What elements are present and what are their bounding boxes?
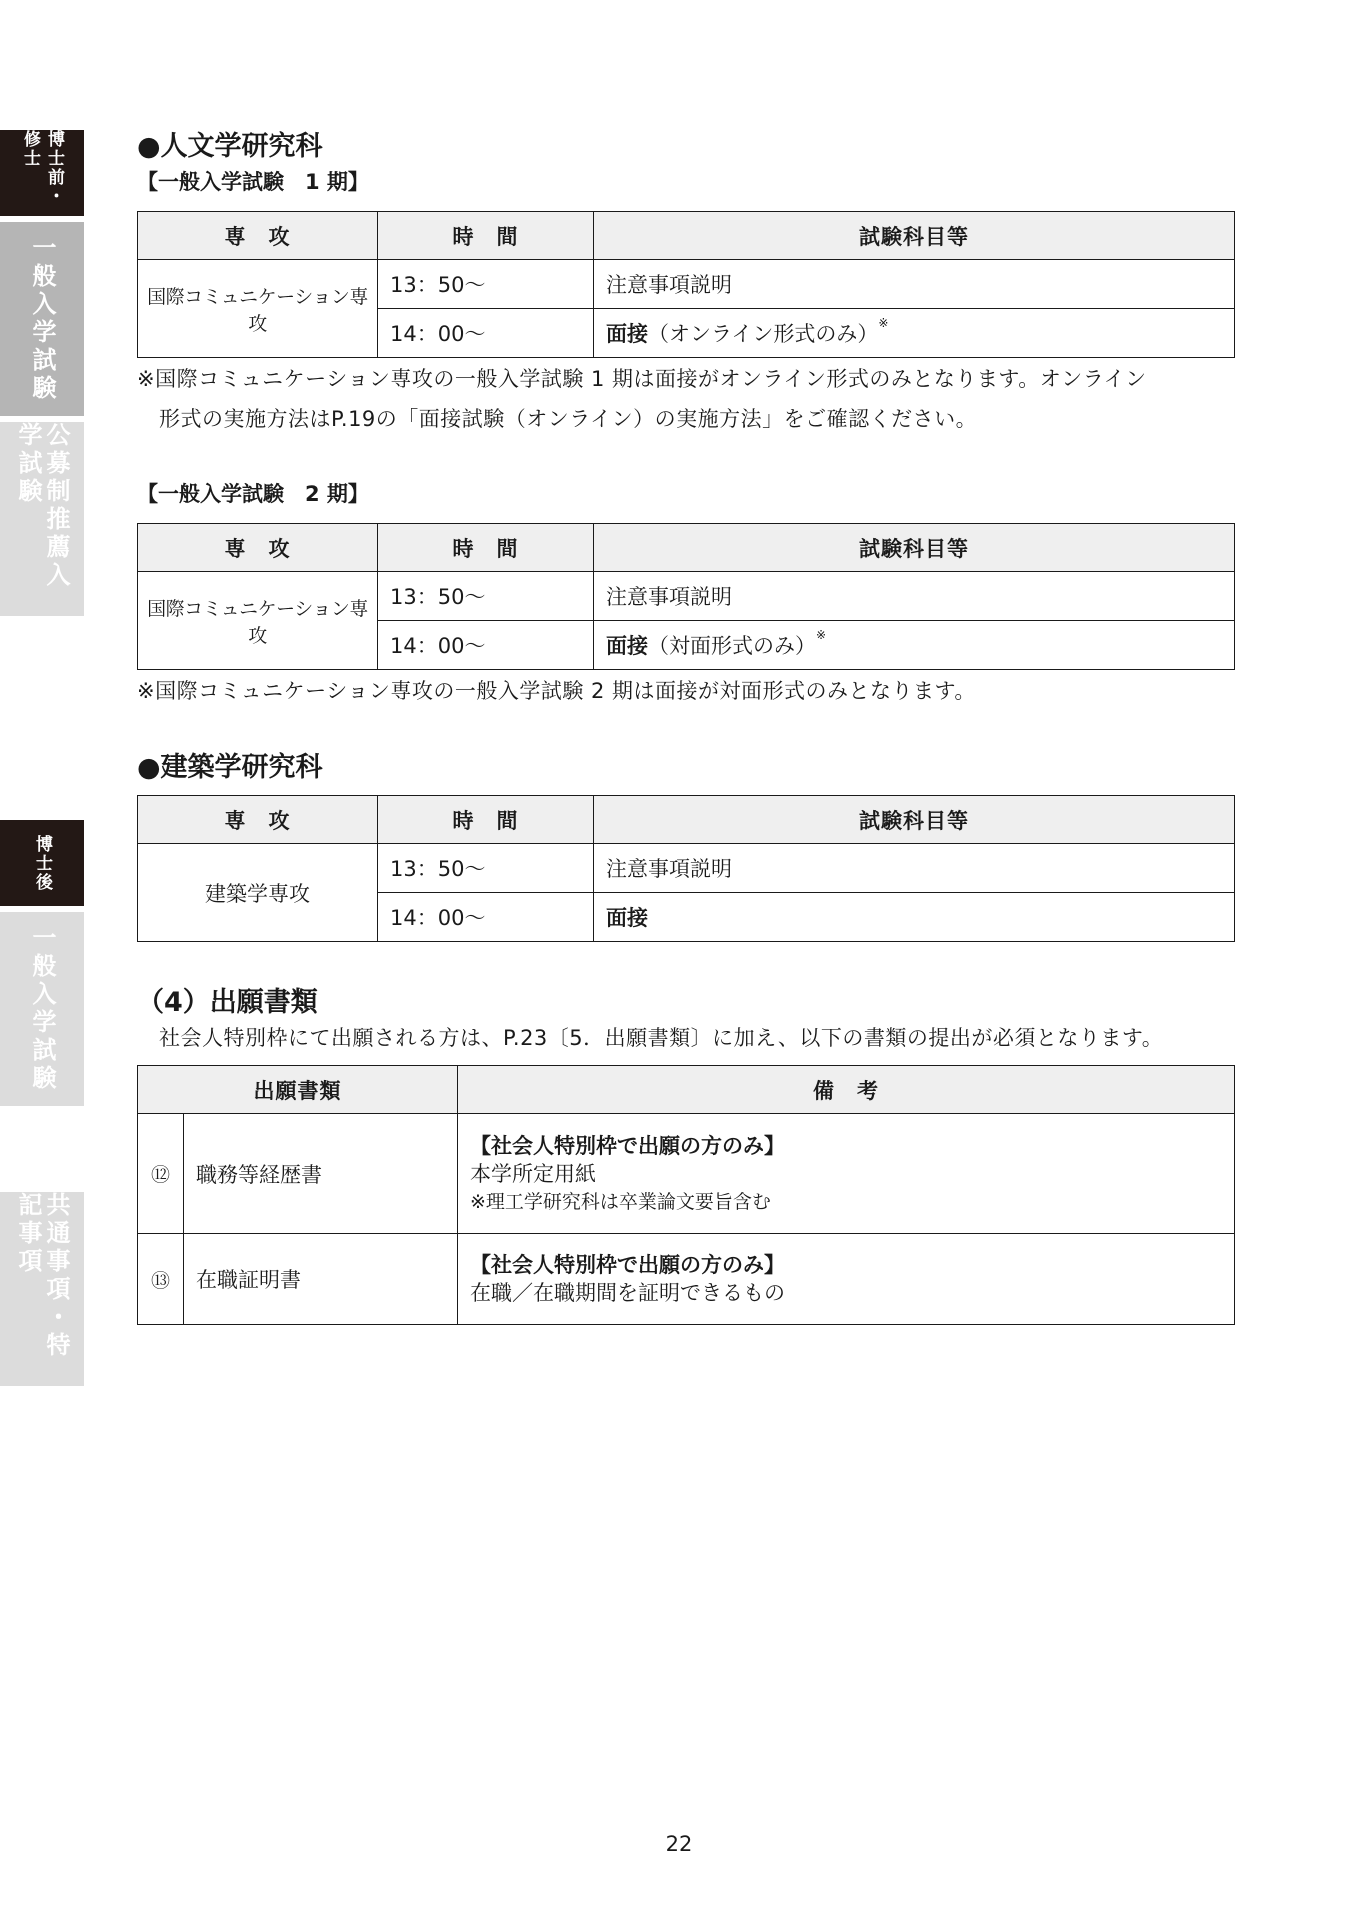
side-tab-label: 一般入学試験 [28,235,56,403]
table-header-row [138,212,1235,260]
table-row [138,572,1235,621]
time-cell: 14：00〜 [378,309,594,358]
note-exam2 [137,671,976,711]
table-row [138,260,1235,309]
footnote-mark: ※ [878,316,889,330]
table-header-row [138,524,1235,572]
side-tab-doctoral-master[interactable] [0,130,84,216]
note-line: 形式の実施方法はP.19の「面接試験（オンライン）の実施方法」をご確認ください。 [159,407,978,431]
subject-cell: 面接 [594,893,1235,942]
table-row [138,1114,1235,1234]
documents-table [137,1065,1235,1325]
remarks-cell [458,1114,1235,1234]
subject-cell: 注意事項説明 [594,844,1235,893]
side-tab-label: 博士前・修士 [20,130,64,206]
header-document: 出願書類 [138,1066,458,1114]
header-time: 時 間 [378,212,594,260]
side-tab-general-exam-2[interactable] [0,912,84,1106]
remarks-cell [458,1234,1235,1325]
row-number: ⑫ [138,1114,184,1234]
remark-line: 本学所定用紙 [470,1161,596,1186]
schedule-table-exam2 [137,523,1235,670]
table-header-row [138,796,1235,844]
footnote-mark: ※ [816,628,827,642]
time-cell: 13：50〜 [378,572,594,621]
header-remarks: 備 考 [458,1066,1235,1114]
side-tab-label: 一般入学試験 [28,925,56,1093]
remark-line: ※理工学研究科は卒業論文要旨含む [470,1190,771,1213]
subject-cell [594,309,1235,358]
header-time: 時 間 [378,796,594,844]
schedule-table-exam1 [137,211,1235,358]
side-tab-label: 公募制推薦入学試験 [14,422,70,590]
document-name: 職務等経歴書 [184,1114,458,1234]
major-cell: 建築学専攻 [138,844,378,942]
remark-title: 【社会人特別枠で出願の方のみ】 [470,1133,785,1158]
documents-intro: 社会人特別枠にて出願される方は、P.23〔5．出願書類〕に加え、以下の書類の提出が必須となります。 [159,1026,1164,1050]
section-heading-humanities: ●人文学研究科 [137,131,323,162]
time-cell: 14：00〜 [378,621,594,670]
note-line: ※国際コミュニケーション専攻の一般入学試験 2 期は面接が対面形式のみとなります。 [137,679,976,703]
time-cell: 14：00〜 [378,893,594,942]
header-subject: 試験科目等 [594,524,1235,572]
remark-title: 【社会人特別枠で出願の方のみ】 [470,1253,785,1277]
remark-line: 在職／在職期間を証明できるもの [470,1281,785,1305]
subject-rest: （オンライン形式のみ） [648,322,879,346]
table-row [138,1234,1235,1325]
header-subject: 試験科目等 [594,796,1235,844]
section-heading-documents: （4）出願書類 [137,987,318,1018]
note-exam1 [137,359,1147,439]
note-line: ※国際コミュニケーション専攻の一般入学試験 1 期は面接がオンライン形式のみとなります。オンライン [137,367,1147,391]
page-number: 22 [665,1832,693,1856]
side-tab-recommendation-exam[interactable] [0,422,84,616]
subject-cell: 注意事項説明 [594,260,1235,309]
subject-rest: （対面形式のみ） [648,634,816,658]
time-cell: 13：50〜 [378,260,594,309]
table-header-row [138,1066,1235,1114]
table-row [138,844,1235,893]
subheading-exam1: 【一般入学試験 1 期】 [137,170,369,194]
header-time: 時 間 [378,524,594,572]
subject-cell [594,621,1235,670]
header-major: 専 攻 [138,796,378,844]
major-cell: 国際コミュニケーション専攻 [138,260,378,358]
schedule-table-architecture [137,795,1235,942]
subject-bold: 面接 [606,322,648,346]
major-cell: 国際コミュニケーション専攻 [138,572,378,670]
side-tab-label: 博士後 [32,834,52,892]
header-subject: 試験科目等 [594,212,1235,260]
side-tab-common-notes[interactable] [0,1192,84,1386]
header-major: 専 攻 [138,212,378,260]
subheading-exam2: 【一般入学試験 2 期】 [137,482,369,506]
side-tab-doctoral-later[interactable] [0,820,84,906]
subject-cell: 注意事項説明 [594,572,1235,621]
row-number: ⑬ [138,1234,184,1325]
side-tab-general-exam[interactable] [0,222,84,416]
header-major: 専 攻 [138,524,378,572]
document-name: 在職証明書 [184,1234,458,1325]
side-tab-label: 共通事項・特記事項 [14,1192,70,1360]
subject-bold: 面接 [606,634,648,658]
time-cell: 13：50〜 [378,844,594,893]
section-heading-architecture: ●建築学研究科 [137,752,323,783]
